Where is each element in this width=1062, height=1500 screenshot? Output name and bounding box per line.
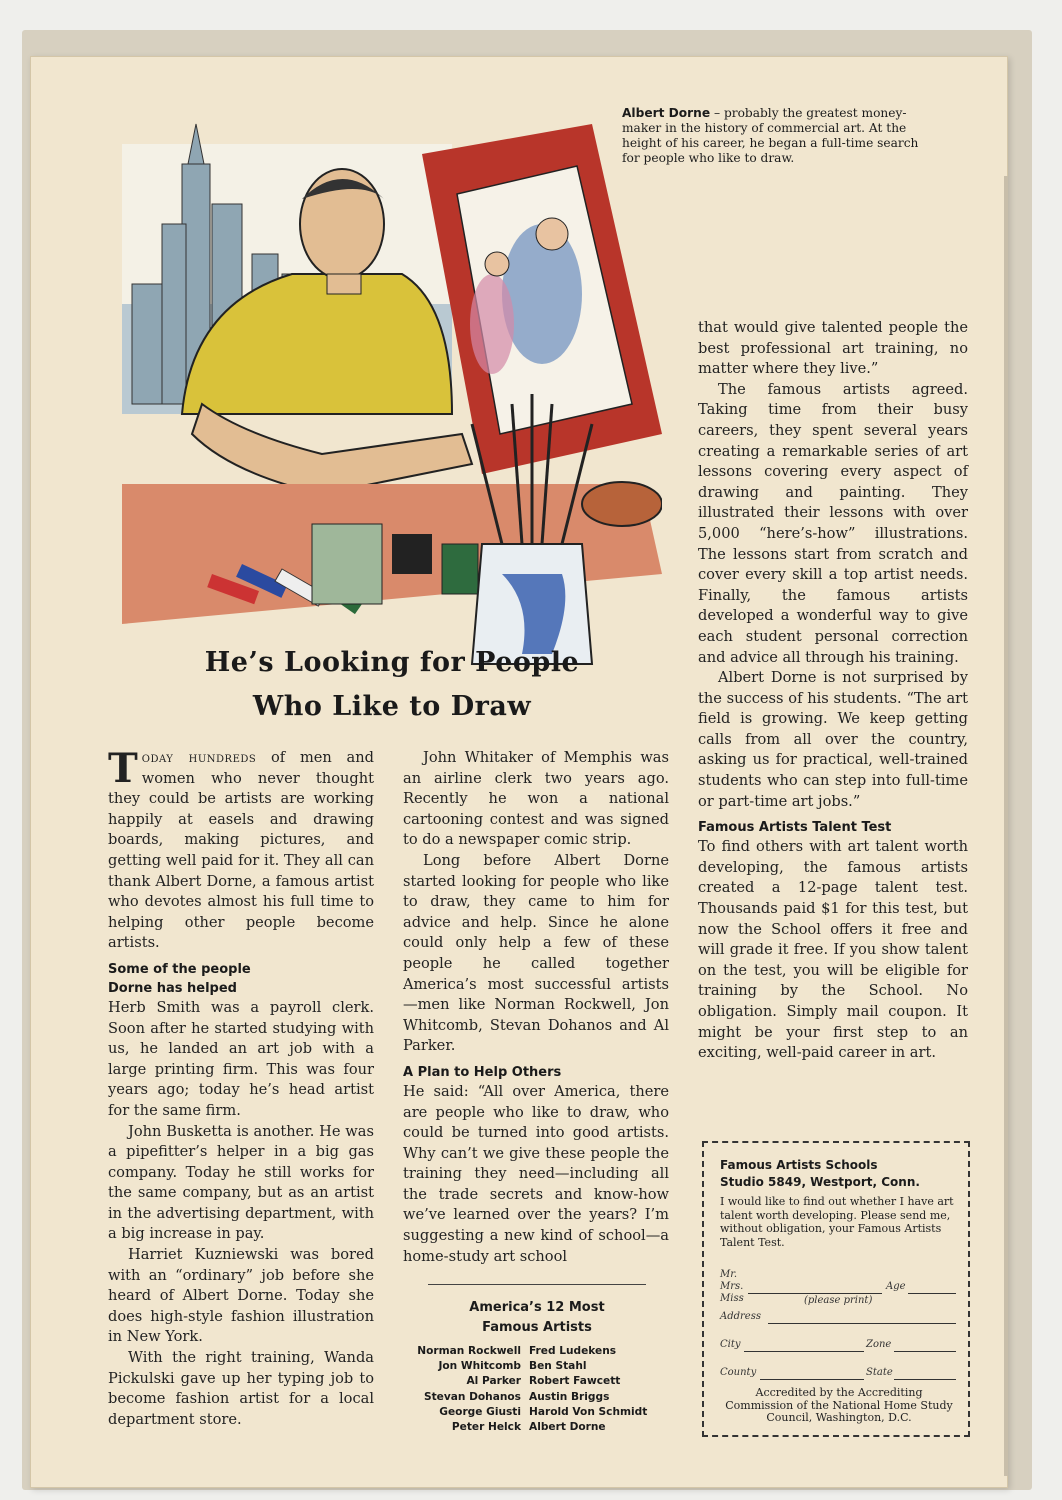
- list-item: Norman Rockwell Fred Ludekens: [417, 1345, 617, 1357]
- age-field[interactable]: [908, 1293, 956, 1294]
- subheading: A Plan to Help Others: [403, 1064, 562, 1080]
- list-item: George Giusti Harold Von Schmidt: [439, 1405, 648, 1418]
- paragraph: To find others with art talent worth developing, the famous artists created a 12-page talent test. Thousands paid $1 for this test, but now the School offers it free and will grade it free. If you show talent on the test, you will be eligible for training by the School. No obligation. Simply mail coupon. It might be your first step to an exciting, well-paid career in art.: [698, 838, 968, 1062]
- article-column-3: [698, 318, 968, 1064]
- city-label: City: [720, 1339, 741, 1350]
- state-label: State: [866, 1367, 893, 1378]
- coupon-body: I would like to find out whether I have art talent worth developing. Please send me, without obligation, your Famous Artists Talent Test.: [720, 1195, 954, 1249]
- article-column-1: [108, 745, 375, 1430]
- list-item: Peter Helck Albert Dorne: [451, 1421, 606, 1434]
- please-print-label: (please print): [804, 1295, 873, 1306]
- paragraph: With the right training, Wanda Pickulski gave up her typing job to become fashion artist for a local department store.: [108, 1349, 374, 1428]
- paragraph: that would give talented people the best professional art training, no matter where they live.”: [698, 319, 968, 378]
- drop-cap: T: [108, 745, 138, 792]
- address-label: Address: [720, 1311, 761, 1322]
- artists-list: [398, 1344, 678, 1435]
- paragraph: Herb Smith was a payroll clerk. Soon after he started studying with us, he landed an art job with a large printing firm. This was four years ago; today he’s head artist for the same firm.: [108, 998, 374, 1119]
- zone-field[interactable]: [894, 1351, 956, 1352]
- state-field[interactable]: [894, 1379, 956, 1380]
- mail-coupon[interactable]: [702, 1141, 970, 1437]
- caption-name: Albert Dorne: [622, 106, 711, 120]
- list-item: Stevan Dohanos Austin Briggs: [423, 1390, 610, 1403]
- county-label: County: [720, 1367, 757, 1378]
- paragraph: John Busketta is another. He was a pipefitter’s helper in a big gas company. Today he still works for the same company, but as an artist in the advertising department, with a big increase in pay.: [108, 1122, 374, 1243]
- artists-list-title: America’s 12 Most Famous Artists: [469, 1300, 605, 1335]
- magazine-page: [30, 56, 1008, 1488]
- subheading: Famous Artists Talent Test: [698, 820, 892, 836]
- headline-line-1: He’s Looking for People: [204, 647, 580, 678]
- list-item: Al Parker Robert Fawcett: [466, 1375, 621, 1388]
- divider: [428, 1284, 646, 1285]
- paragraph: Harriet Kuzniewski was bored with an “ordinary” job before she heard of Albert Dorne. Today she does high-style fashion illustration in New York.: [108, 1246, 374, 1346]
- coupon-heading: Famous Artists Schools Studio 5849, Westport, Conn.: [720, 1158, 920, 1189]
- mrs-label: Mrs.: [720, 1281, 744, 1292]
- page-edge: [1004, 176, 1008, 1476]
- albert-dorne-illustration: [122, 104, 662, 674]
- zone-label: Zone: [866, 1339, 892, 1350]
- headline-line-2: Who Like to Draw: [252, 691, 532, 722]
- illustration-caption: [622, 106, 932, 166]
- caption-text: – probably the greatest money-maker in the history of commercial art. At the height of his career, he began a full-time search for people who like to draw.: [622, 106, 919, 165]
- accreditation-note: Accredited by the Accrediting Commission of the National Home Study Council, Washington, D.C.: [725, 1386, 953, 1424]
- headline: [122, 641, 662, 729]
- mr-label: Mr.: [720, 1269, 738, 1280]
- age-label: Age: [886, 1281, 906, 1292]
- article-column-2: [403, 748, 669, 1267]
- paragraph: Long before Albert Dorne started looking for people who like to draw, they came to him for advice and help. Since he alone could only help a few of these people he called together America’s most successful artists —men like Norman Rockwell, Jon Whitcomb, Stevan Dohanos and Al Parker.: [403, 851, 669, 1055]
- paragraph: John Whitaker of Memphis was an airline clerk two years ago. Recently he won a national cartooning contest and was signed to do a newspaper comic strip.: [403, 749, 669, 849]
- miss-label: Miss: [720, 1293, 744, 1304]
- list-item: Jon Whitcomb Ben Stahl: [438, 1360, 587, 1373]
- paragraph: of men and women who never thought they could be artists are working happily at easels and drawing boards, making pictures, and getting well paid for it. They all can thank Albert Dorne, a famous artist who devotes almost his full time to helping other people become artists.: [108, 749, 375, 952]
- lead-smallcaps: oday hundreds: [141, 749, 257, 766]
- paragraph: The famous artists agreed. Taking time from their busy careers, they spent several years creating a remarkable series of art lessons covering every aspect of drawing and painting. They illustrated their lessons with over 5,000 “here’s-how” illustrations. The lessons start from scratch and cover every skill a top artist needs. Finally, the famous artists developed a wonderful way to give each student personal correction and advice all through his training.: [698, 380, 968, 666]
- county-field[interactable]: [760, 1379, 864, 1380]
- name-field[interactable]: [748, 1293, 882, 1294]
- bowl: [582, 482, 662, 526]
- subheading: Some of the people Dorne has helped: [108, 961, 251, 996]
- paragraph: Albert Dorne is not surprised by the success of his students. “The art field is growing. We keep getting calls from all over the country, asking us for practical, well-trained students who can step into full-time or part-time art jobs.”: [698, 669, 968, 810]
- city-field[interactable]: [744, 1351, 864, 1352]
- paragraph: He said: “All over America, there are people who like to draw, who could be turned into good artists. Why can’t we give these people the training they need—including all the trade secrets and know-how we’ve learned over the years? I’m suggesting a new kind of school—a home-study art school: [403, 1082, 669, 1265]
- address-field[interactable]: [768, 1323, 956, 1324]
